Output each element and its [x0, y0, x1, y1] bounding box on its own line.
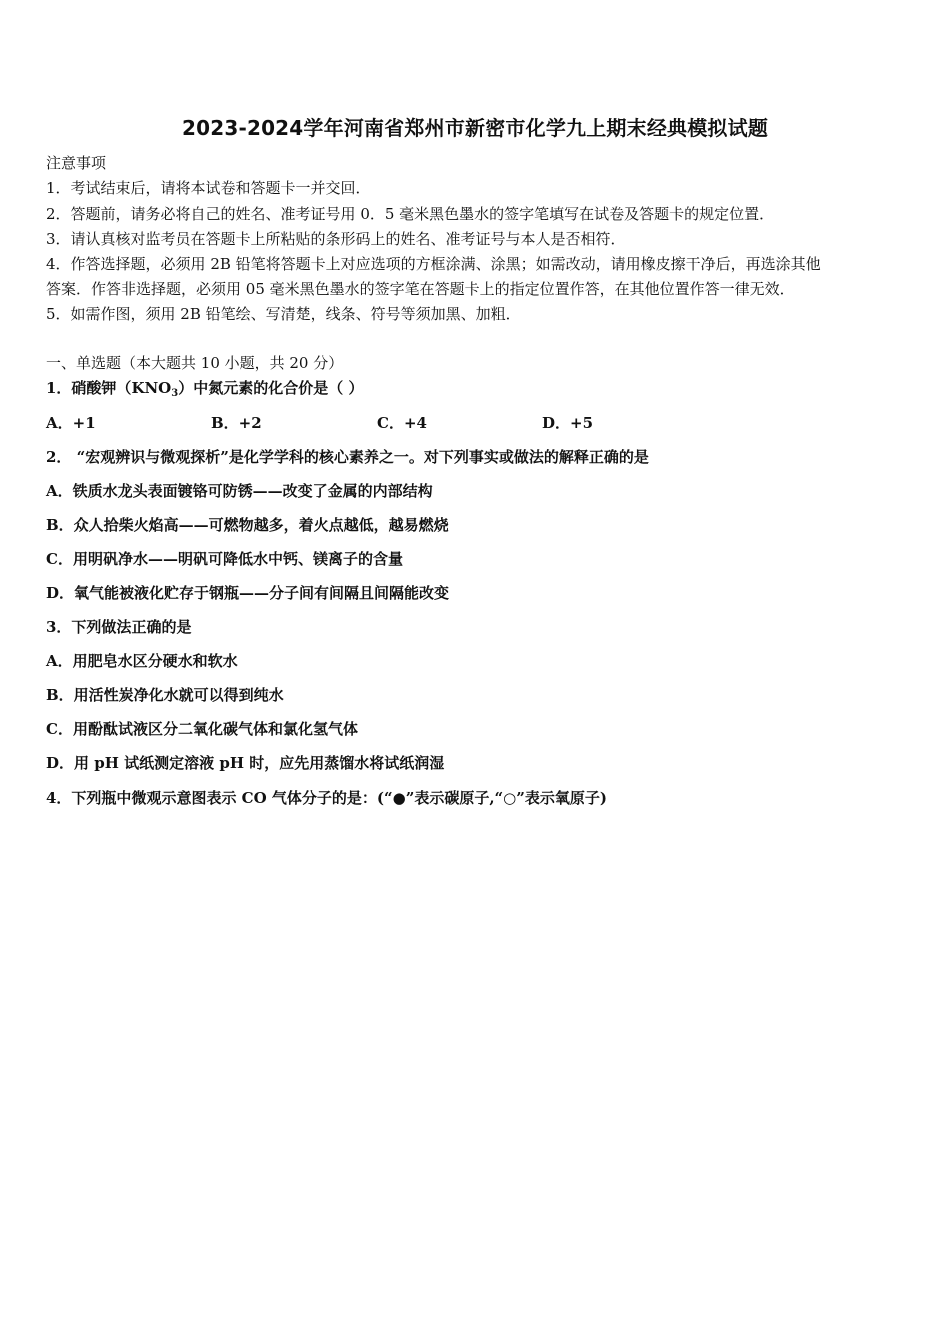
notice-item: 3．请认真核对监考员在答题卡上所粘贴的条形码上的姓名、准考证号与本人是否相符． [46, 230, 626, 248]
q3-option-d: D．用 pH 试纸测定溶液 pH 时，应先用蒸馏水将试纸润湿 [46, 754, 445, 772]
q2-option-c: C．用明矾净水——明矾可降低水中钙、镁离子的含量 [46, 550, 403, 568]
q2-option-a: A．铁质水龙头表面镀铬可防锈——改变了金属的内部结构 [46, 482, 433, 500]
notice-item: 2．答题前，请务必将自己的姓名、准考证号用 0．5 毫米黑色墨水的签字笔填写在试卷及答题卡的规定位置． [46, 205, 775, 223]
notice-item: 5．如需作图，须用 2B 铅笔绘、写清楚，线条、符号等须加黑、加粗． [46, 305, 521, 323]
page-title: 2023-2024学年河南省郑州市新密市化学九上期末经典模拟试题 [181, 116, 769, 140]
q1-option-c: C．+4 [377, 414, 427, 432]
q1-stem-pre: 1．硝酸钾（KNO [46, 379, 172, 397]
q3-option-b: B．用活性炭净化水就可以得到纯水 [46, 686, 284, 704]
question-2-stem: 2． “宏观辨识与微观探析”是化学学科的核心素养之一。对下列事实或做法的解释正确的是 [46, 448, 649, 466]
notice-item: 1．考试结束后，请将本试卷和答题卡一并交回． [46, 179, 371, 197]
q2-option-d: D．氧气能被液化贮存于钢瓶——分子间有间隔且间隔能改变 [46, 584, 450, 602]
question-3-stem: 3．下列做法正确的是 [46, 618, 192, 636]
q1-stem-subscript: 3 [171, 388, 179, 399]
q1-option-a: A．+1 [46, 414, 96, 432]
q1-option-d: D．+5 [542, 414, 594, 432]
notice-item: 答案．作答非选择题，必须用 05 毫米黑色墨水的签字笔在答题卡上的指定位置作答，在其他位置作答一律无效． [46, 280, 795, 298]
q1-stem-post: ）中氮元素的化合价是（ ） [178, 379, 364, 397]
q2-option-b: B．众人拾柴火焰高——可燃物越多，着火点越低，越易燃烧 [46, 516, 449, 534]
notice-item: 4．作答选择题，必须用 2B 铅笔将答题卡上对应选项的方框涂满、涂黑；如需改动，请用橡皮擦干净后，再选涂其他 [46, 255, 821, 273]
q3-option-a: A．用肥皂水区分硬水和软水 [46, 652, 238, 670]
question-4-stem: 4．下列瓶中微观示意图表示 CO 气体分子的是：(“●”表示碳原子,“○”表示氧原子) [46, 789, 607, 807]
q3-option-c: C．用酚酞试液区分二氧化碳气体和氯化氢气体 [46, 720, 358, 738]
notice-heading: 注意事项 [46, 154, 107, 172]
question-1-stem [46, 377, 363, 399]
q1-option-b: B．+2 [211, 414, 262, 432]
section-heading: 一、单选题（本大题共 10 小题，共 20 分） [46, 354, 344, 372]
